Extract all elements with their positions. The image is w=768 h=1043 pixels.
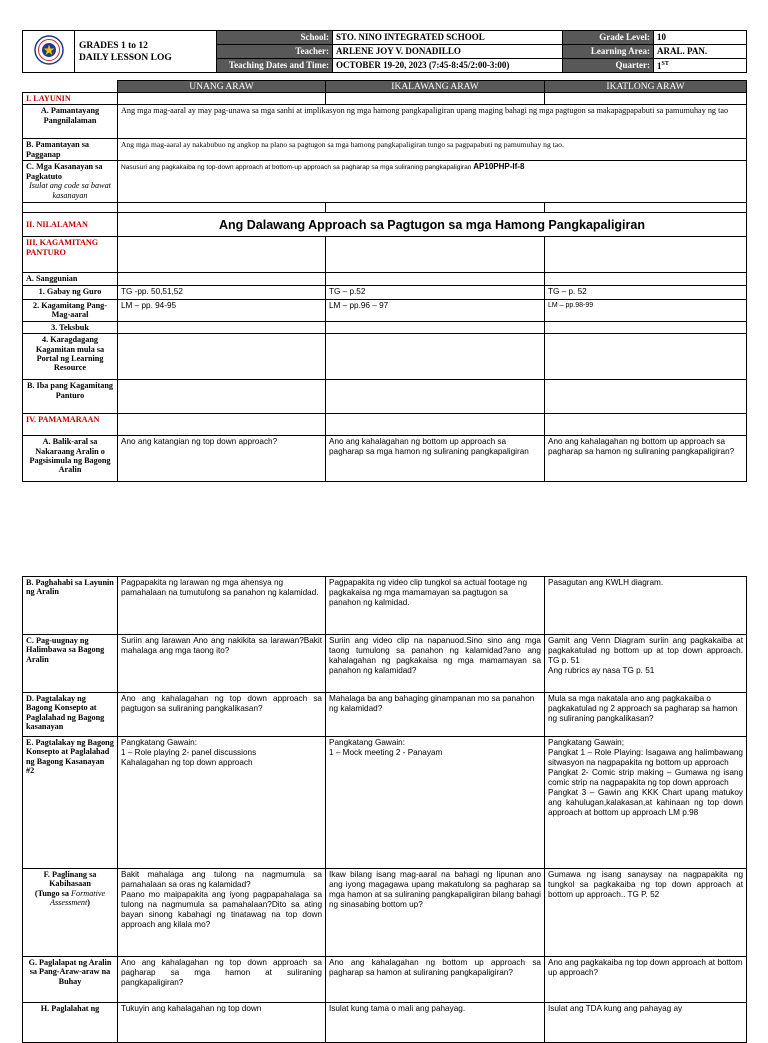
paglalahat-day-1: Tukuyin ang kahalagahan ng top down [118,1003,326,1043]
deped-seal [23,31,75,73]
gabay-day-3: TG – p. 52 [545,285,747,299]
school-value: STO. NINO INTEGRATED SCHOOL [333,31,563,45]
grade-level-label: Grade Level: [563,31,654,45]
lm-day-2: LM – pp.96 – 97 [326,299,545,321]
label-kasanayan-sa-pagkatuto: C. Mga Kasanayan sa Pagkatuto Isulat ang code sa bawat kasanayan [23,161,118,203]
paglalahat-day-2: Isulat kung tama o mali ang pahayag. [326,1003,545,1043]
lm-day-1: LM – pp. 94-95 [118,299,326,321]
lesson-table-part-2 [22,576,747,1043]
pag-uugnay-day-2: Suriin ang video clip na napanuod.Sino sino ang mga taong tumulong sa panahon ng kalamidad?ano ang kahalagahan ng pagkakaisa ng mga mamamayan sa panahon ng kalamidad? [326,635,545,693]
balik-aral-day-3: Ano ang kahalagahan ng bottom up approach sa pagharap sa hamon ng suliraning pangkapaligiran? [545,436,747,482]
label-paglinang: F. Paglinang sa Kabihasaan (Tungo sa Formative Assessment) [23,869,118,957]
label-teksbuk: 3. Teksbuk [23,321,118,333]
section-layunin: I. LAYUNIN [23,93,118,105]
label-gabay-ng-guro: 1. Gabay ng Guro [23,285,118,299]
label-paglalapat: G. Paglalapat ng Aralin sa Pang-Araw-araw na Buhay [23,957,118,1003]
gabay-day-1: TG -pp. 50,51,52 [118,285,326,299]
label-learning-resource: 4. Karagdagang Kagamitan mula sa Portal ng Learning Resource [23,334,118,380]
seal-icon [34,35,64,65]
pagtalakay-2-day-1: Pangkatang Gawain: 1 – Role playing 2- panel discussions Kahalagahan ng top down approach [118,737,326,869]
label-pamantayan-sa-pagganap: B. Pamantayan sa Pagganap [23,139,118,161]
learning-area-value: ARAL. PAN. [654,45,747,59]
nilalaman-title: Ang Dalawang Approach sa Pagtugon sa mga Hamong Pangkapaligiran [118,213,747,237]
label-pagtalakay-1: D. Pagtalakay ng Bagong Konsepto at Paglalahad ng Bagong kasanayan [23,693,118,737]
quarter-value: 1ST [654,59,747,73]
competency-code: AP10PHP-If-8 [473,162,525,172]
gabay-day-2: TG – p.52 [326,285,545,299]
label-kagamitang-mag-aaral: 2. Kagamitang Pang-Mag-aaral [23,299,118,321]
learning-area-label: Learning Area: [563,45,654,59]
day-header-3: IKATLONG ARAW [545,81,747,93]
paglinang-day-2: Ikaw bilang isang mag-aaral na bahagi ng lipunan ano ang iyong magagawa upang makatulong sa pagharap sa mga hamon at sa suliraning pangkapaligiran bilang bahagi ng sinasabing bottom up? [326,869,545,957]
lesson-log-title [75,31,217,73]
balik-aral-day-2: Ano ang kahalagahan ng bottom up approach sa pagharap sa mga hamon ng suliraning pangkapaligiran [326,436,545,482]
kasanayan-sub: Isulat ang code sa bawat kasanayan [29,181,111,200]
dates-label: Teaching Dates and Time: [217,59,333,73]
label-pag-uugnay: C. Pag-uugnay ng Halimbawa sa Bagong Aralin [23,635,118,693]
quarter-label: Quarter: [563,59,654,73]
pagtalakay-1-day-2: Mahalaga ba ang bahaging ginampanan mo sa panahon ng kalamidad? [326,693,545,737]
paghahabi-day-1: Pagpapakita ng larawan ng mga ahensya ng pamahalaan na tumutulong sa panahon ng kalamidad. [118,577,326,635]
lm-day-3: LM – pp.98-99 [545,299,747,321]
label-paglalahat: H. Paglalahat ng [23,1003,118,1043]
paglalapat-day-1: Ano ang kahalagahan ng top down approach sa pagharap sa mga hamon at suliraning pangkapaligiran? [118,957,326,1003]
kasanayan-text: Nasusuri ang pagkakaiba ng top-down approach at bottom-up approach sa pagharap sa mga suliraning pangkapaligiran AP10PHP-If-8 [118,161,747,203]
pagtalakay-2-day-2: Pangkatang Gawain: 1 – Mock meeting 2 - Panayam [326,737,545,869]
section-kagamitang-panturo: III. KAGAMITANG PANTURO [23,237,118,273]
balik-aral-day-1: Ano ang katangian ng top down approach? [118,436,326,482]
pagtalakay-2-day-3: Pangkatang Gawain; Pangkat 1 – Role Playing: Isagawa ang halimbawang sitwasyon na nagpapakita ng bottom up approach Pangkat 2- Comic strip making – Gumawa ng isang comic strip na nagpapakita ng top down approach Pangkat 3 – Gawin ang KKK Chart upang matukoy ang kahulugan,kalakasan,at kahinaan ng top down approach at bottom up approach LM p.98 [545,737,747,869]
paglalahat-day-3: Isulat ang TDA kung ang pahayag ay [545,1003,747,1043]
title-line-1: GRADES 1 to 12 [79,40,148,51]
pamantayang-pangnilalaman-text: Ang mga mag-aaral ay may pag-unawa sa mga sanhi at implikasyon ng mga hamong pangkapaligiran upang maging bahagi ng mga pagtugon sa makapagpapabuti sa pamumuhay ng tao [118,105,747,139]
teacher-value: ARLENE JOY V. DONADILLO [333,45,563,59]
paghahabi-day-2: Pagpapakita ng video clip tungkol sa actual footage ng pagkakaisa ng mga mamamayan sa pagtugon sa panahon ng kalmidad. [326,577,545,635]
section-nilalaman: II. NILALAMAN [23,213,118,237]
paglalapat-day-3: Ano ang pagkakaiba ng top down approach at bottom up approach? [545,957,747,1003]
pag-uugnay-day-1: Suriin ang larawan Ano ang nakikita sa larawan?Bakit mahalaga ang mga taong ito? [118,635,326,693]
title-line-2: DAILY LESSON LOG [79,52,172,63]
school-label: School: [217,31,333,45]
pamantayan-sa-pagganap-text: Ang mga mag-aaral ay nakabubuo ng angkop na plano sa pagtugon sa mga hamong pangkapaligiran tungo sa pagpapabuti ng pamumuhay ng tao. [118,139,747,161]
label-pamantayang-pangnilalaman: A. Pamantayang Pangnilalaman [23,105,118,139]
dates-value: OCTOBER 19-20, 2023 (7:45-8:45/2:00-3:00) [333,59,563,73]
label-balik-aral: A. Balik-aral sa Nakaraang Aralin o Pagsisimula ng Bagong Aralin [23,436,118,482]
label-iba-pang-kagamitan: B. Iba pang Kagamitang Panturo [23,380,118,414]
pag-uugnay-day-3: Gamit ang Venn Diagram suriin ang pagkakaiba at pagkakatulad ng bottom up at top down approach. TG p. 51 Ang rubrics ay nasa TG p. 51 [545,635,747,693]
paglalapat-day-2: Ano ang kahalagahan ng bottom up approach sa pagharap sa hamon at suliraning pangkapaligiran? [326,957,545,1003]
paghahabi-day-3: Pasagutan ang KWLH diagram. [545,577,747,635]
lesson-log-header [22,30,747,73]
day-header-1: UNANG ARAW [118,81,326,93]
paglinang-day-1: Bakit mahalaga ang tulong na nagmumula sa pamahalaan sa oras ng kalamidad? Paano mo maipapakita ang iyong pagpapahalaga sa tulong na nagmumula sa pamahalaan?Dito sa ating bayan sinong kabahagi ng tinatawag na top down approach ang kilala mo? [118,869,326,957]
teacher-label: Teacher: [217,45,333,59]
label-pagtalakay-2: E. Pagtalakay ng Bagong Konsepto at Paglalahad ng Bagong Kasanayan #2 [23,737,118,869]
pagtalakay-1-day-3: Mula sa mga nakatala ano ang pagkakaiba o pagkakatulad ng 2 approach sa pagharap sa hamon ng suliraning pangkalikasan? [545,693,747,737]
pagtalakay-1-day-1: Ano ang kahalagahan ng top down approach sa pagtugon sa suliraning pangkalikasan? [118,693,326,737]
label-sanggunian: A. Sanggunian [23,273,118,285]
label-paghahabi: B. Paghahabi sa Layunin ng Aralin [23,577,118,635]
lesson-table-part-1 [22,80,747,482]
section-pamamaraan: IV. PAMAMARAAN [23,414,118,436]
grade-level-value: 10 [654,31,747,45]
paglinang-day-3: Gumawa ng isang sanaysay na nagpapakita ng tungkol sa pagkakaiba ng top down approach at bottom up approach.. TG P. 52 [545,869,747,957]
day-header-2: IKALAWANG ARAW [326,81,545,93]
